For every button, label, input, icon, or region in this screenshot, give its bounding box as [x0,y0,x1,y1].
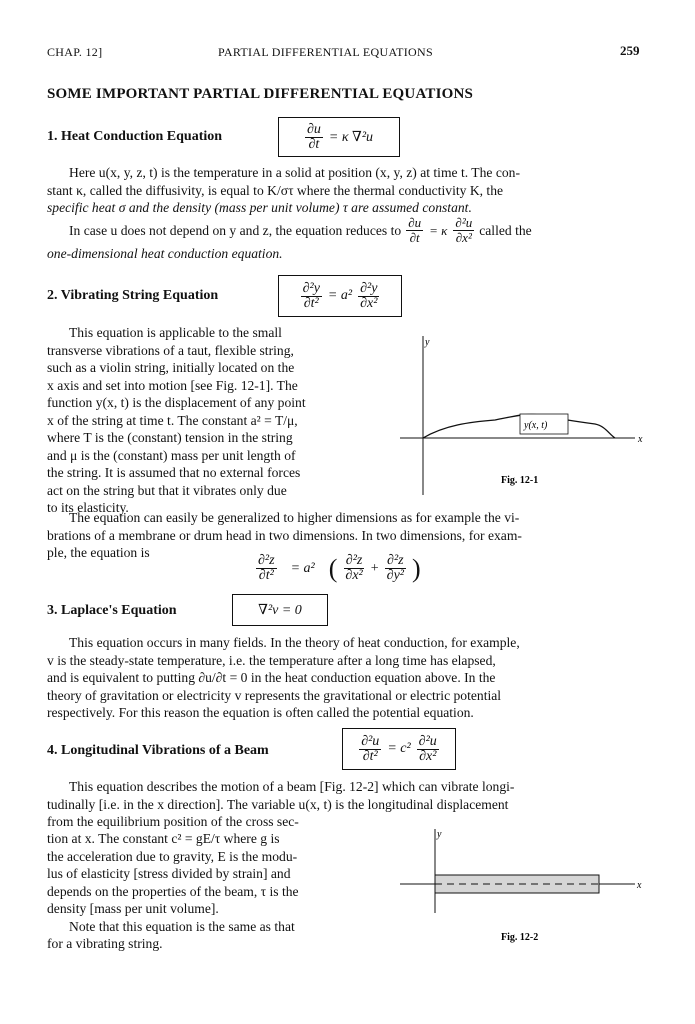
section-4-paragraph [47,778,647,831]
text-line: from the equilibrium position of the cross sec- [47,814,299,829]
y-axis-label: y [425,337,430,348]
eq-num: ∂²z [258,553,275,568]
text-line: x axis and set into motion [see Fig. 12-1]. The [47,377,298,393]
eq-mid: = κ [429,222,448,238]
text-line: ple, the equation is [47,545,150,560]
eq-rhs: = κ ∇²u [328,129,374,145]
eq-mid: = a² [290,560,315,576]
section-2-heading: 2. Vibrating String Equation [47,288,219,303]
text-line: transverse vibrations of a taut, flexible string, [47,342,294,358]
eq-num: ∂u [306,121,321,137]
text-line: to its elasticity. [47,500,129,515]
string-equation-box [278,275,402,317]
text-line: The equation can easily be generalized to higher dimensions as for example the vi- [69,510,520,525]
page-number: 259 [620,43,640,58]
eq-num: ∂²z [387,553,404,568]
section-1-paragraph [47,164,645,217]
section-1-heading: 1. Heat Conduction Equation [47,129,223,144]
text-line: x of the string at time t. The constant a² = T/μ, [47,412,298,428]
text-line: In case u does not depend on y and z, the equation reduces to [69,222,402,238]
eq-den: ∂t [308,136,320,152]
section-3-paragraph [47,634,647,722]
section-1-paragraph-2 [47,216,647,245]
text-line: and is equivalent to putting ∂u/∂t = 0 in the heat conduction equation above. In the [47,670,496,685]
eq-den: ∂x² [360,295,378,311]
section-4-heading: 4. Longitudinal Vibrations of a Beam [47,743,269,758]
section-3-heading: 3. Laplace's Equation [47,603,177,618]
eq-den: ∂x² [345,568,363,583]
running-title: PARTIAL DIFFERENTIAL EQUATIONS [218,45,433,59]
eq-den: ∂t [409,230,420,245]
main-title: SOME IMPORTANT PARTIAL DIFFERENTIAL EQUATIONS [47,86,474,102]
text-line: tion at x. The constant c² = gE/τ where g is [47,831,280,846]
text-line: called the [479,222,532,238]
text-line: This equation is applicable to the small [69,325,282,340]
text-line: for a vibrating string. [47,936,163,951]
text-line: and μ is the (constant) mass per unit length of [47,447,296,463]
figure-12-1 [395,330,655,505]
section-2-paragraph [47,324,373,517]
text-line: Note that this equation is the same as that [69,918,295,934]
figure-caption: Fig. 12-2 [501,932,539,943]
eq-mid: = a² [327,288,353,303]
membrane-equation: $\frac{\text{∂²z}}{\text{∂t²}}$ = a² ( $\frac{\text{∂²z}}{\text{∂x²}}$ + $\frac{\text{∂²z}}{\text{∂y²}}$ ) [258,553,421,583]
x-axis-label: x [638,434,643,445]
eq-num: ∂²u [455,215,473,230]
text-line: the acceleration due to gravity, E is the modu- [47,848,298,864]
eq-den: ∂x² [455,230,472,245]
section-4-paragraph-2 [47,830,373,953]
y-axis-label: y [437,829,442,840]
eq-den: ∂t² [258,568,274,583]
text-line: function y(x, t) is the displacement of any point [47,395,306,410]
text-line: respectively. For this reason the equation is often called the potential equation. [47,705,474,720]
eq-num: ∂²u [418,733,437,749]
text-line: depends on the properties of the beam, τ is the [47,883,299,899]
eq-num: ∂²y [302,280,320,296]
text-line: such as a violin string, initially located on the [47,360,295,375]
chapter-label: CHAP. 12] [47,45,103,59]
eq-den: ∂x² [419,748,437,764]
eq-den: ∂t² [303,295,319,311]
eq-den: ∂t² [362,748,378,764]
laplace-equation-box: ∇²v = 0 [232,594,328,626]
text-line: stant κ, called the diffusivity, is equal to K/στ where the thermal conductivity K, the [47,182,504,198]
text-line: act on the string but that it vibrates only due [47,482,287,498]
text-line: This equation describes the motion of a beam [Fig. 12-2] which can vibrate longi- [69,779,515,794]
beam-equation-box [342,728,456,770]
displacement-label: y(x, t) [524,420,548,431]
eq-num: ∂u [408,215,422,230]
eq-mid: = c² [387,741,411,756]
eq-num: ∂²y [360,280,378,296]
figure-caption: Fig. 12-1 [501,475,539,486]
eq-den: ∂y² [386,568,404,583]
text-line: Here u(x, y, z, t) is the temperature in a solid at position (x, y, z) at time t. The con- [69,165,520,180]
eq-num: ∂²u [361,733,380,749]
x-axis-label: x [637,880,642,891]
eq-num: ∂²z [345,553,363,568]
text-line: density [mass per unit volume]. [47,901,219,916]
text-line: v is the steady-state temperature, i.e. the temperature after a long time has elapsed, [47,652,496,668]
text-line: the string. It is assumed that no external forces [47,465,301,480]
text-line: specific heat σ and the density (mass per unit volume) τ are assumed constant. [47,200,472,215]
text-line: This equation occurs in many fields. In the theory of heat conduction, for example, [69,635,520,650]
string-curve [423,414,615,438]
text-line: tudinally [i.e. in the x direction]. The variable u(x, t) is the longitudinal displacement [47,796,509,812]
text-line: where T is the (constant) tension in the string [47,430,293,445]
text-line: one-dimensional heat conduction equation. [47,246,283,261]
text-line: theory of gravitation or electricity v represents the gravitational or electric potential [47,687,502,703]
text-line: brations of a membrane or drum head in two dimensions. In two dimensions, for exam- [47,527,522,543]
text-line: lus of elasticity [stress divided by strain] and [47,866,291,881]
figure-12-2 [395,825,655,950]
heat-equation-box [278,117,400,157]
